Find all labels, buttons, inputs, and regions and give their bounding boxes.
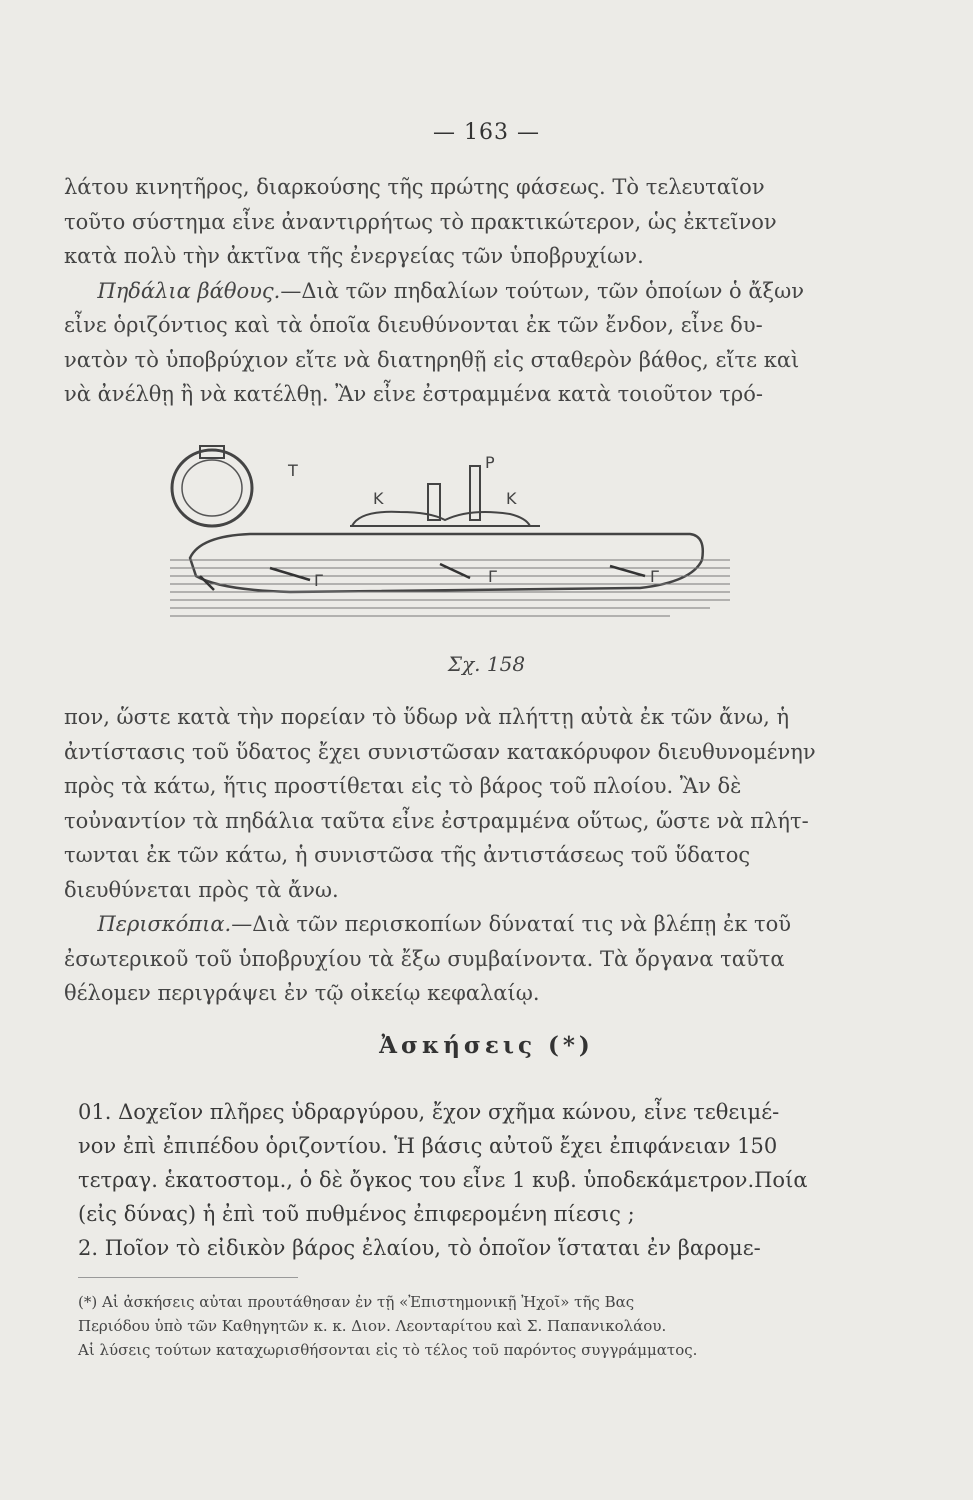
text-line: ἐσωτερικοῦ τοῦ ὑποβρυχίου τὰ ἔξω συμβαίνοντα. Τὰ ὄργανα ταῦτα — [64, 946, 785, 971]
page-number: — 163 — — [433, 120, 540, 145]
paragraph-2 — [64, 700, 839, 1011]
footnote-divider — [78, 1277, 298, 1278]
text-line: ἀντίστασις τοῦ ὕδατος ἔχει συνιστῶσαν κατακόρυφον διευθυνομένην — [64, 739, 816, 764]
section-title-periscopes: Περισκόπια. — [97, 912, 232, 936]
exercise-line: (εἰς δύνας) ἡ ἐπὶ τοῦ πυθμένος ἐπιφερομένη πίεσις ; — [78, 1202, 635, 1226]
exercise-line: νον ἐπὶ ἐπιπέδου ὁριζοντίου. Ἡ βάσις αὐτοῦ ἔχει ἐπιφάνειαν 150 — [78, 1134, 778, 1158]
paragraph-1 — [64, 170, 839, 412]
exercise-line: 2. Ποῖον τὸ εἰδικὸν βάρος ἐλαίου, τὸ ὁποῖον ἵσταται ἐν βαρομε- — [78, 1236, 761, 1260]
figure-label-p: P — [485, 453, 495, 472]
figure-label-gamma-1: Γ — [314, 571, 323, 590]
footnote — [78, 1290, 840, 1362]
exercise-line: τετραγ. ἑκατοστομ., ὁ δὲ ὄγκος του εἶνε 1 κυβ. ὑποδεκάμετρον.Ποία — [78, 1168, 808, 1192]
text-line: εἶνε ὁριζόντιος καὶ τὰ ὁποῖα διευθύνονται ἐκ τῶν ἔνδον, εἶνε δυ- — [64, 313, 763, 337]
exercises-list — [78, 1095, 840, 1265]
text-line: τοὐναντίον τὰ πηδάλια ταῦτα εἶνε ἐστραμμένα οὕτως, ὥστε νὰ πλήτ- — [64, 808, 809, 833]
footnote-line: Αἱ λύσεις τούτων καταχωρισθήσονται εἰς τὸ τέλος τοῦ παρόντος συγγράμματος. — [78, 1341, 698, 1359]
text-line: λάτου κινητῆρος, διαρκούσης τῆς πρώτης φάσεως. Τὸ τελευταῖον — [64, 175, 765, 199]
text-line: διευθύνεται πρὸς τὰ ἄνω. — [64, 877, 339, 902]
ring-detail — [172, 446, 252, 526]
figure-label-k-right: K — [506, 489, 517, 508]
submarine-figure — [170, 440, 730, 650]
figure-label-gamma-2: Γ — [488, 567, 497, 586]
figure-label-t: T — [288, 461, 298, 480]
exercise-line: 01. Δοχεῖον πλῆρες ὑδραργύρου, ἔχον σχῆμα κώνου, εἶνε τεθειμέ- — [78, 1100, 780, 1124]
text-fragment: —Διὰ τῶν πηδαλίων τούτων, τῶν ὁποίων ὁ ἄξων — [280, 278, 804, 303]
text-line: νὰ ἀνέλθῃ ἢ νὰ κατέλθῃ. Ἂν εἶνε ἐστραμμένα κατὰ τοιοῦτον τρό- — [64, 382, 763, 406]
text-line: πρὸς τὰ κάτω, ἥτις προστίθεται εἰς τὸ βάρος τοῦ πλοίου. Ἂν δὲ — [64, 774, 742, 798]
section-title-depth-rudders: Πηδάλια βάθους. — [97, 278, 281, 303]
text-line: τοῦτο σύστημα εἶνε ἀναντιρρήτως τὸ πρακτικώτερον, ὡς ἐκτεῖνον — [64, 209, 777, 234]
text-line — [64, 907, 839, 942]
figure-label-k-left: K — [373, 489, 384, 508]
text-line: κατὰ πολὺ τὴν ἀκτῖνα τῆς ἐνεργείας τῶν ὑποβρυχίων. — [64, 244, 644, 268]
text-line — [64, 274, 839, 309]
text-line: τωνται ἐκ τῶν κάτω, ἡ συνιστῶσα τῆς ἀντιστάσεως τοῦ ὕδατος — [64, 843, 751, 867]
exercises-heading: Ἀσκήσεις (*) — [379, 1032, 594, 1059]
figure-caption: Σχ. 158 — [447, 652, 526, 676]
footnote-line: (*) Αἱ ἀσκήσεις αὐται προυτάθησαν ἐν τῇ «Ἐπιστημονικῇ Ἠχοῖ» τῆς Βας — [78, 1293, 635, 1311]
figure-label-gamma-3: Γ — [650, 567, 659, 586]
text-fragment: —Διὰ τῶν περισκοπίων δύναταί τις νὰ βλέπῃ ἐκ τοῦ — [231, 912, 792, 936]
footnote-line: Περιόδου ὑπὸ τῶν Καθηγητῶν κ. κ. Διον. Λεονταρίτου καὶ Σ. Παπανικολάου. — [78, 1317, 667, 1335]
text-line: θέλομεν περιγράψει ἐν τῷ οἰκείῳ κεφαλαίῳ. — [64, 981, 540, 1005]
submarine-hull — [190, 534, 703, 592]
text-line: πον, ὥστε κατὰ τὴν πορείαν τὸ ὕδωρ νὰ πλήττῃ αὐτὰ ἐκ τῶν ἄνω, ἡ — [64, 705, 790, 729]
text-line: νατὸν τὸ ὑποβρύχιον εἴτε νὰ διατηρηθῇ εἰς σταθερὸν βάθος, εἴτε καὶ — [64, 347, 800, 372]
